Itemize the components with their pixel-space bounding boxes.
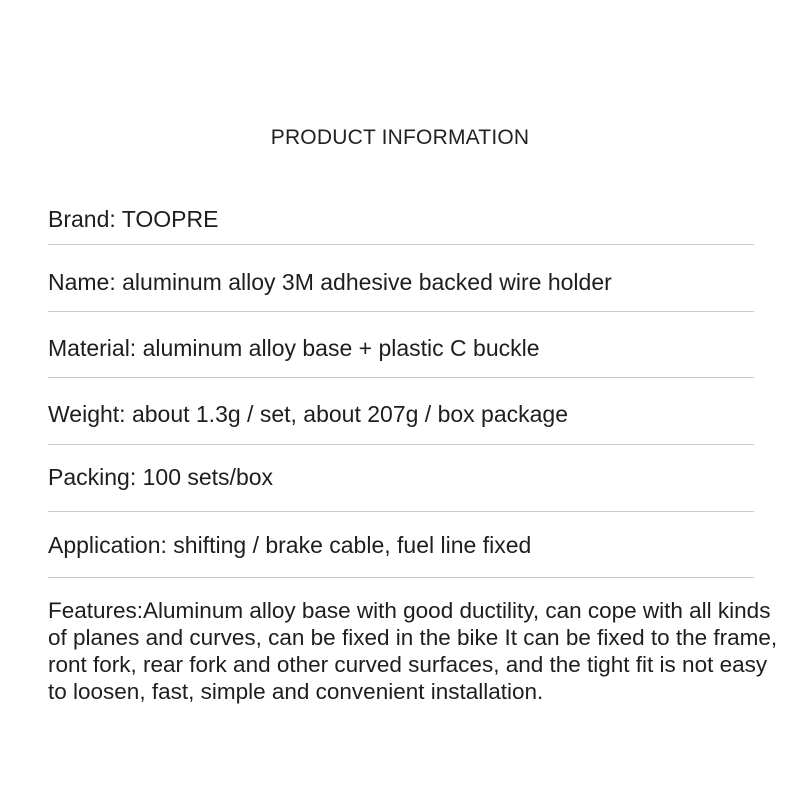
- features-line: Features:Aluminum alloy base with good ductility, can cope with all kinds: [48, 598, 771, 623]
- features-line: of planes and curves, can be fixed in the bike It can be fixed to the frame,: [48, 625, 778, 650]
- packing-row: Packing: 100 sets/box: [48, 464, 274, 490]
- material-row: Material: aluminum alloy base + plastic C buckle: [48, 335, 540, 361]
- name-row: Name: aluminum alloy 3M adhesive backed wire holder: [48, 269, 612, 295]
- weight-row: Weight: about 1.3g / set, about 207g / box package: [48, 401, 569, 427]
- row-divider: [48, 511, 754, 512]
- application-row: Application: shifting / brake cable, fuel line fixed: [48, 532, 532, 558]
- product-information-title: PRODUCT INFORMATION: [270, 126, 530, 149]
- features-paragraph: [48, 597, 778, 705]
- row-divider: [48, 444, 754, 445]
- brand-row: Brand: TOOPRE: [48, 206, 219, 232]
- features-line: ront fork, rear fork and other curved surfaces, and the tight fit is not easy: [48, 652, 768, 677]
- row-divider: [48, 311, 754, 312]
- features-line: to loosen, fast, simple and convenient installation.: [48, 679, 544, 704]
- row-divider: [48, 377, 754, 378]
- row-divider: [48, 577, 754, 578]
- row-divider: [48, 244, 754, 245]
